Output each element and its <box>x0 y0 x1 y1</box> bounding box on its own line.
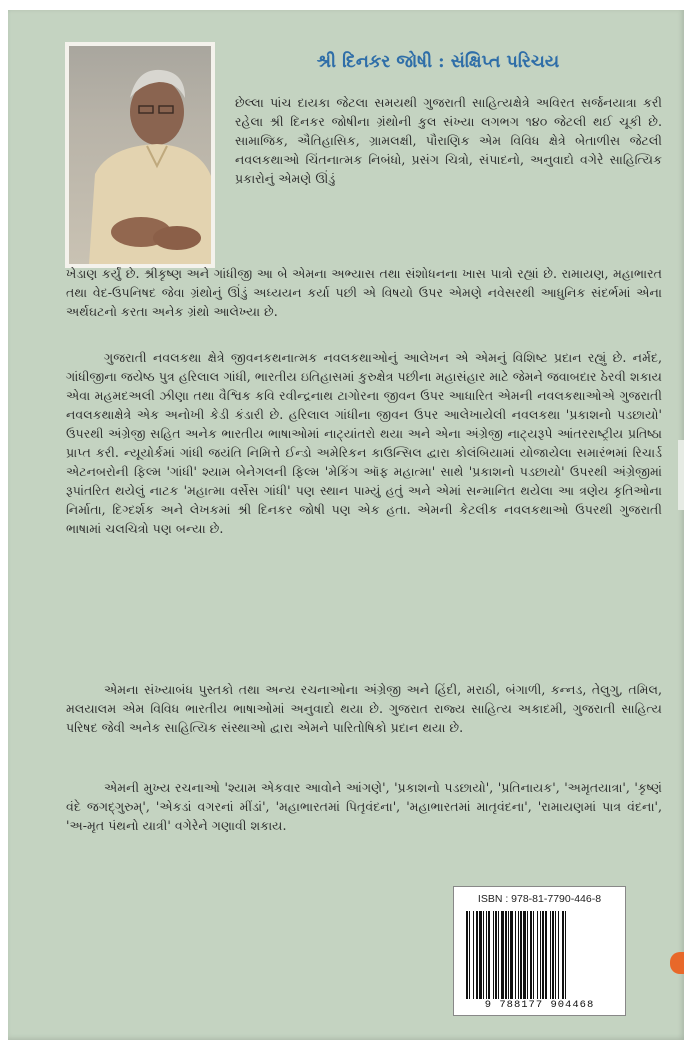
publisher-logo-icon <box>670 952 684 974</box>
cover-edge <box>678 440 684 510</box>
translations-paragraph: એમના સંખ્યાબંધ પુસ્તકો તથા અન્ય રચનાઓના અંગ્રેજી અને હિંદી, મરાઠી, બંગાળી, કન્નડ, તેલુગુ, તમિલ, મલયાલમ એમ વિવિધ ભારતીય ભાષાઓમાં અનુવાદો થયા છે. ગુજરાત રાજ્ય સાહિત્ય અકાદમી, ગુજરાતી સાહિત્ય પરિષદ જેવી અનેક સાહિત્યિક સંસ્થાઓ દ્વારા એમને પારિતોષિકો પ્રદાન થયા છે. <box>66 682 662 735</box>
isbn-digits: 9 788177 904468 <box>484 999 595 1011</box>
barcode-icon <box>464 911 615 999</box>
page-title: શ્રી દિનકર જોષી : સંક્ષિપ્ત પરિચય <box>316 52 560 72</box>
author-photo <box>65 42 215 268</box>
isbn-barcode-box <box>453 886 626 1016</box>
isbn-label: ISBN : 978-81-7790-446-8 <box>477 893 602 905</box>
intro-paragraph-continued: ખેડાણ કર્યું છે. શ્રીકૃષ્ણ અને ગાંધીજી આ બે એમના અભ્યાસ તથા સંશોધનના ખાસ પાત્રો રહ્યાં છે. રામાયણ, મહાભારત તથા વેદ-ઉપનિષદ જેવા ગ્રંથોનું ઊંડું અધ્યયન કર્યા પછી એ વિષયો ઉપર એમણે નવેસરથી આધુનિક સંદર્ભમાં એના અર્થઘટનો કરતા અનેક ગ્રંથો આલેખ્યા છે. <box>66 266 662 319</box>
biography-paragraph: ગુજરાતી નવલકથા ક્ષેત્રે જીવનકથનાત્મક નવલકથાઓનું આલેખન એ એમનું વિશિષ્ટ પ્રદાન રહ્યું છે. નર્મદ, ગાંધીજીના જયેષ્ઠ પુત્ર હરિલાલ ગાંધી, ભારતીય ઇતિહાસમાં કુરુક્ષેત્ર પછીના મહાસંહાર માટે જેમને જવાબદાર ઠેરવી શકાય એવા મહમદઅલી ઝીણા તથા વૈશ્વિક કવિ રવીન્દ્રનાથ ટાગોરના જીવન ઉપર આધારિત એમની નવલકથાઓએ ગુજરાતી નવલકથાક્ષેત્રે એક અનોખી કેડી કંડારી છે. હરિલાલ ગાંધીના જીવન ઉપર આલેખાયેલી નવલકથા 'પ્રકાશનો પડછાયો' ઉપરથી અંગ્રેજી સહિત અનેક ભારતીય ભાષાઓમાં નાટ્યાંતરો થયા અને એના અંગ્રેજી નાટ્યરૂપે આંતરરાષ્ટ્રીય પ્રતિષ્ઠા પ્રાપ્ત કરી. ન્યૂયોર્કમાં ગાંધી જયંતિ નિમિત્તે ઈન્ડો અમેરિકન કાઉન્સિલ દ્વારા કોલંબિયામાં યોજાયેલા સમારંભમાં રિચાર્ડ એટનબરોની ફિલ્મ 'ગાંધી' શ્યામ બેનેગલની ફિલ્મ 'મેકિંગ ઑફ મહાત્મા' સાથે 'પ્રકાશનો પડછાયો' ઉપરથી અંગ્રેજીમાં રૂપાંતરિત થયેલું નાટક 'મહાત્મા વર્સેસ ગાંધી' પણ સ્થાન પામ્યું હતું અને એમાં સન્માનિત થયેલા આ ત્રણેય કૃતિઓના નિર્માતા, દિગ્દર્શક અને લેખકમાં શ્રી દિનકર જોષી પણ એક હતા. એમની કેટલીક નવલકથાઓ ઉપરથી ગુજરાતી ભાષામાં ચલચિત્રો પણ બન્યા છે. <box>66 350 662 536</box>
intro-paragraph-top: છેલ્લા પાંચ દાયકા જેટલા સમયથી ગુજરાતી સાહિત્યક્ષેત્રે અવિરત સર્જનયાત્રા કરી રહેલા શ્રી દિનકર જોષીના ગ્રંથોની કુલ સંખ્યા લગભગ ૧૪૦ જેટલી થઈ ચૂકી છે. સામાજિક, ઐતિહાસિક, ગ્રામલક્ષી, પૌરાણિક એમ વિવિધ ક્ષેત્રે બેતાળીસ જેટલી નવલકથાઓ ચિંતનાત્મક નિબંધો, પ્રસંગ ચિત્રો, સંપાદનો, અનુવાદો વગેરે સાહિત્યિક પ્રકારોનું એમણે ઊંડું <box>235 95 662 186</box>
major-works-paragraph: એમની મુખ્ય રચનાઓ 'શ્યામ એકવાર આવોને આંગણે', 'પ્રકાશનો પડછાયો', 'પ્રતિનાયક', 'અમૃતયાત્રા', 'કૃષ્ણં વંદે જગદ્ગુરુમ્', 'એકડાં વગરનાં મીંડાં', 'મહાભારતમાં પિતૃવંદના', 'મહાભારતમાં માતૃવંદના', 'રામાયણમાં પાત્ર વંદના', 'અ-મૃત પંથનો યાત્રી' વગેરેને ગણાવી શકાય. <box>66 780 662 833</box>
